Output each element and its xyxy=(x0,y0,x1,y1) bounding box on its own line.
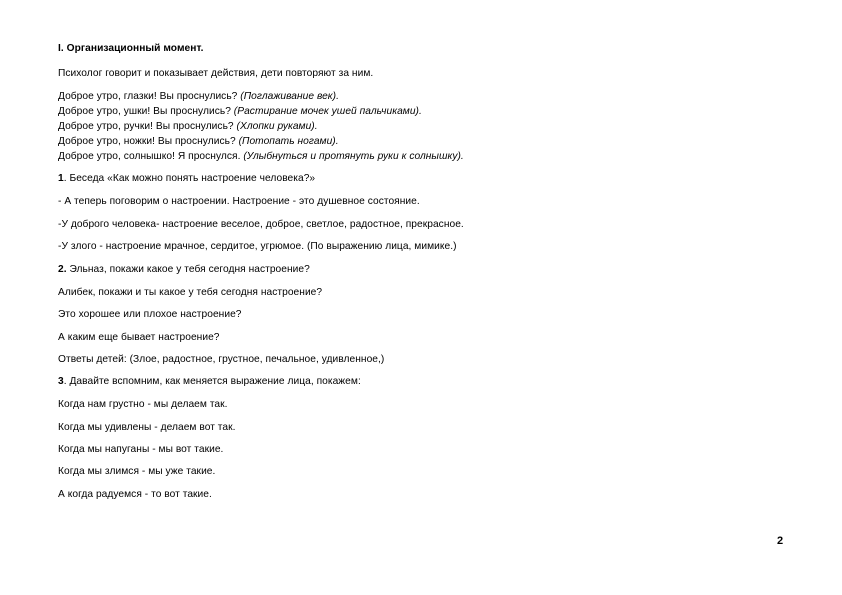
paragraph-line: Когда мы удивлены - делаем вот так. xyxy=(58,422,236,433)
greeting-text: Доброе утро, ножки! Вы проснулись? xyxy=(58,136,239,147)
greeting-action: (Хлопки руками). xyxy=(236,121,318,132)
section-2-title xyxy=(58,264,310,276)
paragraph-line: А когда радуемся - то вот такие. xyxy=(58,489,212,500)
intro-line: Психолог говорит и показывает действия, дети повторяют за ним. xyxy=(58,68,374,79)
greeting-text: Доброе утро, ручки! Вы проснулись? xyxy=(58,121,237,132)
greeting-line xyxy=(58,151,464,163)
paragraph-line: Когда мы злимся - мы уже такие. xyxy=(58,466,216,477)
section-1-title xyxy=(58,173,315,185)
greeting-line xyxy=(58,91,339,103)
paragraph-line: Алибек, покажи и ты какое у тебя сегодня настроение? xyxy=(58,287,323,298)
greeting-action: (Поглаживание век). xyxy=(240,91,339,102)
greeting-line xyxy=(58,136,339,148)
greeting-text: Доброе утро, ушки! Вы проснулись? xyxy=(58,106,234,117)
paragraph-line: А каким еще бывает настроение? xyxy=(58,332,220,343)
section-heading: I. Организационный момент. xyxy=(58,43,204,54)
section-title-text: . Давайте вспомним, как меняется выражение лица, покажем: xyxy=(63,376,361,387)
paragraph-line: -У злого - настроение мрачное, сердитое, угрюмое. (По выражению лица, мимике.) xyxy=(58,241,457,252)
paragraph-line: - А теперь поговорим о настроении. Настроение - это душевное состояние. xyxy=(58,196,420,207)
paragraph-line: Ответы детей: (Злое, радостное, грустное, печальное, удивленное,) xyxy=(58,354,385,365)
paragraph-line: -У доброго человека- настроение веселое, доброе, светлое, радостное, прекрасное. xyxy=(58,219,464,230)
paragraph-line: Когда нам грустно - мы делаем так. xyxy=(58,399,228,410)
page-number: 2 xyxy=(777,535,784,547)
paragraph-line: Это хорошее или плохое настроение? xyxy=(58,309,242,320)
section-title-text: . Беседа «Как можно понять настроение человека?» xyxy=(63,173,316,184)
section-number: 1 xyxy=(58,173,64,184)
section-3-title xyxy=(58,376,361,388)
greeting-line xyxy=(58,106,422,118)
greeting-line xyxy=(58,121,318,133)
section-number: 3 xyxy=(58,376,64,387)
greeting-action: (Потопать ногами). xyxy=(238,136,339,147)
greeting-action: (Растирание мочек ушей пальчиками). xyxy=(233,106,422,117)
paragraph-line: Когда мы напуганы - мы вот такие. xyxy=(58,444,224,455)
greeting-text: Доброе утро, солнышко! Я проснулся. xyxy=(58,151,244,162)
greeting-action: (Улыбнуться и протянуть руки к солнышку). xyxy=(243,151,464,162)
section-number: 2. xyxy=(58,264,67,275)
greeting-text: Доброе утро, глазки! Вы проснулись? xyxy=(58,91,241,102)
section-title-text: Эльназ, покажи какое у тебя сегодня настроение? xyxy=(66,264,310,275)
